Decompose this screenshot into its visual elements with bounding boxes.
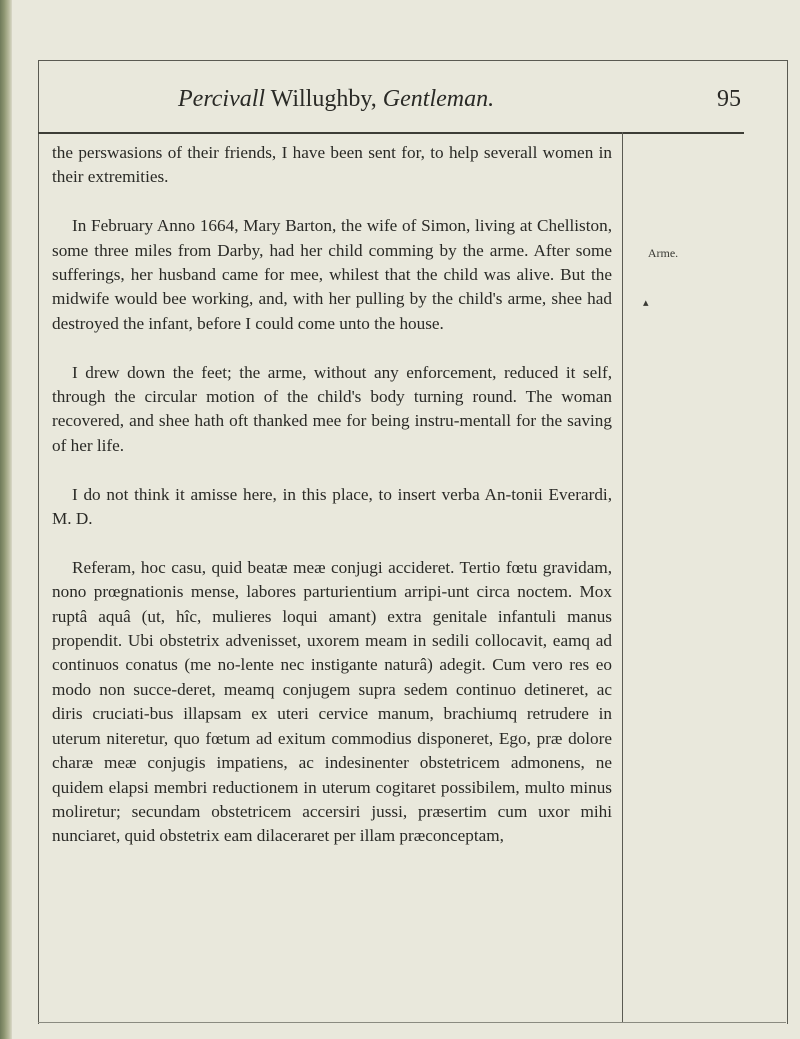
book-spine — [0, 0, 12, 1039]
paragraph: Referam, hoc casu, quid beatæ meæ conjugi accideret. Tertio fœtu gravidam, nono prœgnationis mense, labores parturientium arripi-unt circa noctem. Mox ruptâ aquâ (ut, hîc, mulieres loqui amant) extra genitale infantuli manus propendit. Ubi obstetrix advenisset, uxorem meam in sedili collocavit, eamq ad continuos conatus (me no-lente nec instigante naturâ) adegit. Cum vero res eo modo non succe-deret, meamq conjugem supra sedem continuo detineret, ac diris cruciati-bus illapsam ex uteri cervice manum, brachiumq retrudere in uterum niteretur, quo fœtum ad exitum commodius disponeret, Ego, præ dolore charæ meæ conjugis impatiens, ac indesinenter obstetricem admonens, ne quidem elapsi membri reductionem in uterum cogitaret possibilem, multo minus moliretur; secundam obstetricem accersiri jussi, præsertim cum uxor mihi nunciaret, quid obstetrix eam dilaceraret per illam præconceptam, — [52, 557, 612, 846]
running-title-surname: Willughby, — [270, 86, 377, 112]
paragraph: I do not think it amisse here, in this place, to insert verba An-tonii Everardi, M. D. — [52, 484, 612, 529]
running-title — [178, 86, 494, 113]
page-header — [38, 84, 786, 124]
margin-note: Arme. — [647, 246, 679, 260]
paragraph: the perswasions of their friends, I have been sent for, to help severall women in their extremities. — [52, 143, 612, 187]
body-text — [52, 141, 612, 849]
paragraph: I drew down the feet; the arme, without any enforcement, reduced it self, through the circular motion of the child's body turning round. The woman recovered, and shee hath oft thanked mee for being instru-mentall for the saving of her life. — [52, 362, 612, 455]
page-number: 95 — [717, 86, 741, 112]
paragraph: In February Anno 1664, Mary Barton, the wife of Simon, living at Chelliston, some three miles from Darby, had her child comming by the arme. After some sufferings, her husband came for mee, whilest that the child was alive. But the midwife would bee working, and, with her pulling by the child's arme, shee had destroyed the infant, before I could come unto the house. — [52, 216, 612, 333]
header-rule — [38, 132, 744, 134]
margin-mark-icon: ▴ — [643, 297, 649, 309]
running-title-rank: Gentleman. — [382, 86, 495, 112]
margin-column-rule — [622, 132, 623, 1023]
running-title-name: Percivall — [178, 86, 266, 112]
bottom-rule — [38, 1022, 786, 1023]
